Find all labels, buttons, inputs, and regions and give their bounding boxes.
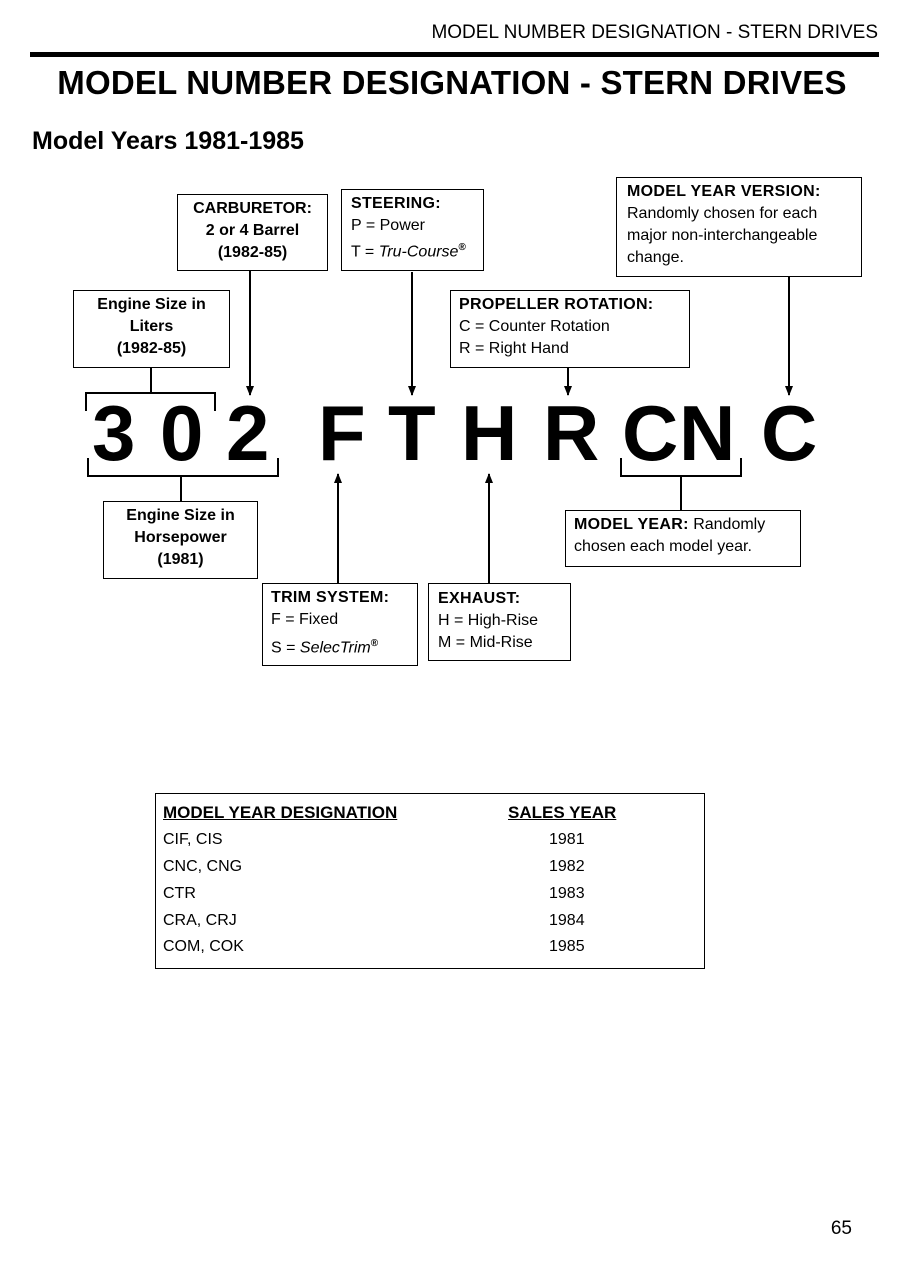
table-cell-sales-year: 1985 [549,938,585,955]
carburetor-callout [177,194,328,271]
table-cell-designation: CIF, CIS [163,831,223,848]
engine-horsepower-callout [103,501,258,579]
running-header: MODEL NUMBER DESIGNATION - STERN DRIVES [431,22,878,43]
exhaust-callout [428,583,571,661]
propeller-counter: C = Counter Rotation [459,318,610,335]
liters-line-1: Engine Size in [97,296,206,313]
exhaust-high-rise: H = High-Rise [438,612,539,629]
carburetor-barrels: 2 or 4 Barrel [205,222,300,239]
version-text-3: change. [627,249,684,266]
model-char-0: 0 [160,389,204,477]
exhaust-mid-rise: M = Mid-Rise [438,634,533,651]
table-cell-sales-year: 1981 [549,831,585,848]
model-char-3: 3 [92,389,136,477]
version-text-1: Randomly chosen for each [627,205,818,222]
model-char-c: C [622,389,679,477]
exhaust-heading: EXHAUST: [438,590,521,607]
model-char-f: F [318,389,366,477]
horsepower-line-2: Horsepower [134,529,227,546]
table-cell-designation: COM, COK [163,938,244,955]
table-cell-designation: CTR [163,885,196,902]
carburetor-years: (1982-85) [217,244,288,261]
trim-heading: TRIM SYSTEM: [271,589,390,606]
table-header-sales-year: SALES YEAR [508,803,617,822]
liters-years: (1982-85) [116,340,187,357]
steering-callout [341,189,484,271]
table-header-designation: MODEL YEAR DESIGNATION [163,803,398,822]
propeller-rotation-callout [450,290,690,368]
engine-liters-callout [73,290,230,368]
trim-fixed: F = Fixed [271,611,339,628]
table-cell-sales-year: 1982 [549,858,585,875]
version-text-2: major non-interchangeable [627,227,818,244]
steering-power: P = Power [351,217,425,234]
model-year-callout [565,510,801,567]
steering-trucourse: T = Tru-Course® [351,242,466,261]
table-cell-sales-year: 1984 [549,912,585,929]
trim-system-callout [262,583,418,666]
table-cell-designation: CRA, CRJ [163,912,237,929]
propeller-right: R = Right Hand [459,340,569,357]
horsepower-line-1: Engine Size in [126,507,235,524]
model-char-t: T [388,389,436,477]
steering-heading: STEERING: [351,195,441,212]
table-cell-sales-year: 1983 [549,885,585,902]
model-year-version-callout [616,177,862,277]
model-year-table [155,793,705,969]
model-char-c-version: C [761,389,818,477]
model-char-2: 2 [226,389,270,477]
model-char-r: R [543,389,600,477]
model-year-line-1: MODEL YEAR: Randomly [574,516,766,533]
model-char-n: N [679,389,736,477]
horsepower-year: (1981) [157,551,204,568]
propeller-heading: PROPELLER ROTATION: [459,296,654,313]
table-cell-designation: CNC, CNG [163,858,243,875]
model-char-h: H [461,389,518,477]
trim-selectrim: S = SelecTrim® [271,638,379,657]
page-number: 65 [830,1218,852,1239]
section-subtitle: Model Years 1981-1985 [32,127,304,155]
carburetor-heading: CARBURETOR: [193,200,312,217]
model-year-line-2: chosen each model year. [574,538,752,555]
page-title: MODEL NUMBER DESIGNATION - STERN DRIVES [57,64,847,101]
liters-line-2: Liters [129,318,174,335]
version-heading: MODEL YEAR VERSION: [627,183,821,200]
